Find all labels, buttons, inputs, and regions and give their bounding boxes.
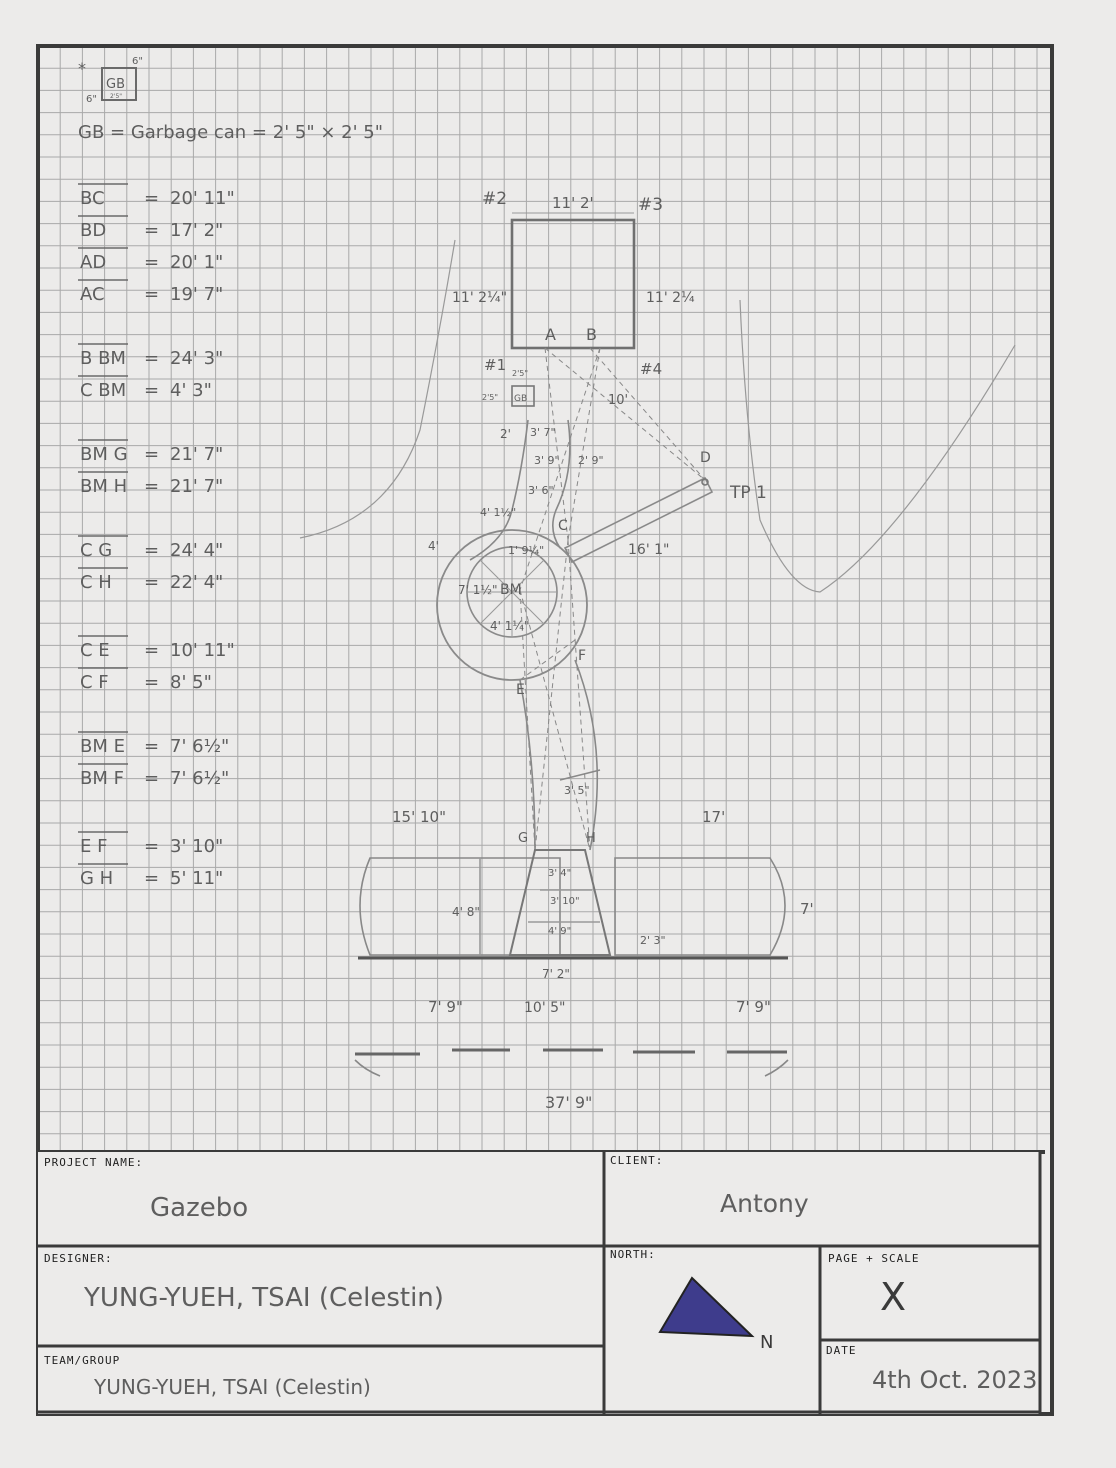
corner-4: #4 [640, 360, 663, 378]
measurement-value: 17' 2" [170, 220, 224, 241]
legend-gb-definition: GB = Garbage can = 2' 5" × 2' 5" [78, 122, 383, 143]
date-value: 4th Oct. 2023 [872, 1366, 1038, 1394]
measurement-equals: = [144, 252, 160, 273]
north-letter: N [760, 1332, 774, 1353]
measurement-equals: = [144, 284, 160, 305]
measurement-pair: BM F [80, 768, 124, 789]
point-d: D [700, 450, 711, 466]
measurement-pair: AD [80, 252, 107, 273]
legend [78, 56, 383, 143]
measurement-equals: = [144, 672, 160, 693]
point-b: B [586, 325, 597, 344]
dim-3-6: 3' 6" [528, 484, 554, 497]
designer-label: DESIGNER: [44, 1252, 113, 1265]
measurement-value: 22' 4" [170, 572, 224, 593]
measurement-equals: = [144, 444, 160, 465]
measurement-pair: C F [80, 672, 109, 693]
dim-4: 4' [428, 539, 439, 553]
title-block [38, 1152, 1040, 1414]
measurement-row [78, 568, 223, 593]
measurement-pair: BM H [80, 476, 128, 497]
point-e: E [516, 682, 525, 698]
measurement-value: 7' 6½" [170, 768, 230, 789]
client-label: CLIENT: [610, 1154, 664, 1167]
dim-4-9: 4' 9" [548, 926, 572, 937]
date-label: DATE [826, 1344, 857, 1357]
street-end-right [765, 1060, 788, 1076]
dim-4-8: 4' 8" [452, 905, 480, 919]
dim-16-1: 16' 1" [628, 542, 670, 558]
measurement-equals: = [144, 188, 160, 209]
dim-3-5: 3' 5" [564, 784, 590, 797]
north-label: NORTH: [610, 1248, 656, 1261]
corner-3: #3 [638, 195, 664, 215]
measurement-row [78, 536, 223, 561]
measurement-row [78, 184, 235, 209]
measurement-list [78, 184, 235, 889]
measurement-value: 10' 11" [170, 640, 235, 661]
tp-1: TP 1 [730, 483, 767, 503]
gb-small-side: 2'5" [482, 393, 499, 402]
dim-2-3: 2' 3" [640, 934, 666, 947]
measurement-equals: = [144, 640, 160, 661]
measurement-value: 5' 11" [170, 868, 224, 889]
dim-2-9: 2' 9" [578, 454, 604, 467]
dim-7: 7' [800, 900, 814, 918]
measurement-value: 21' 7" [170, 444, 224, 465]
dim-10: 10' [608, 393, 629, 408]
measurement-pair: BD [80, 220, 107, 241]
point-g: G [518, 831, 529, 846]
measurement-value: 3' 10" [170, 836, 224, 857]
measurement-equals: = [144, 476, 160, 497]
measurement-row [78, 216, 223, 241]
measurement-row [78, 248, 223, 273]
measurement-pair: BM G [80, 444, 128, 465]
designer-name: YUNG-YUEH, TSAI (Celestin) [84, 1283, 444, 1313]
corner-1: #1 [484, 356, 507, 374]
gb-small-top: 2'5" [512, 369, 529, 378]
dim-2: 2' [500, 427, 511, 441]
measurement-pair: C H [80, 572, 112, 593]
measurement-value: 21' 7" [170, 476, 224, 497]
gb-small-label: GB [514, 394, 528, 404]
gb-icon-sub: 2'5" [110, 93, 123, 100]
measurement-pair: C BM [80, 380, 127, 401]
dim-3-9: 3' 9" [534, 454, 560, 467]
measurement-equals: = [144, 736, 160, 757]
client-name: Antony [720, 1189, 809, 1218]
measurement-pair: B BM [80, 348, 126, 369]
measurement-row [78, 280, 223, 305]
measurement-row [78, 472, 223, 497]
measurement-row [78, 668, 212, 693]
measurement-pair: E F [80, 836, 108, 857]
legend-star-1: * [78, 59, 86, 78]
measurement-row [78, 344, 223, 369]
measurement-value: 24' 4" [170, 540, 224, 561]
gb-icon-label: GB [106, 77, 125, 92]
plan-labels [392, 189, 814, 1112]
dim-37-9: 37' 9" [545, 1093, 593, 1112]
measurement-pair: BM E [80, 736, 125, 757]
measurement-equals: = [144, 220, 160, 241]
team-name: YUNG-YUEH, TSAI (Celestin) [94, 1375, 371, 1399]
point-h: H [586, 831, 596, 846]
measurement-equals: = [144, 836, 160, 857]
measurement-pair: AC [80, 284, 105, 305]
measurement-equals: = [144, 348, 160, 369]
dim-7-9-right: 7' 9" [736, 998, 771, 1016]
measurement-row [78, 440, 223, 465]
measurement-row [78, 376, 212, 401]
dim-10-5: 10' 5" [524, 1000, 566, 1016]
footpath-lower [520, 660, 597, 850]
gb-dim-top: 6" [132, 56, 143, 67]
point-c: C [558, 518, 568, 534]
point-f: F [578, 648, 587, 664]
graph-paper-grid [38, 46, 1050, 1152]
measurement-value: 20' 1" [170, 252, 224, 273]
dim-4-1-4: 4' 1¼" [490, 619, 530, 633]
dim-1-9-4: 1' 9¼" [508, 544, 545, 557]
measurement-value: 19' 7" [170, 284, 224, 305]
measurement-equals: = [144, 868, 160, 889]
dim-15-10: 15' 10" [392, 808, 446, 826]
dim-7-1-2: 7' 1½" [458, 583, 498, 597]
measurement-pair: G H [80, 868, 114, 889]
dim-3-7: 3' 7" [530, 426, 556, 439]
measurement-equals: = [144, 768, 160, 789]
dim-3-4: 3' 4" [548, 868, 572, 879]
dim-3-10: 3' 10" [550, 896, 580, 907]
team-label: TEAM/GROUP [44, 1354, 121, 1367]
measurement-value: 7' 6½" [170, 736, 230, 757]
measurement-row [78, 864, 223, 889]
measurement-row [78, 832, 223, 857]
project-name-label: PROJECT NAME: [44, 1156, 144, 1169]
measurement-equals: = [144, 540, 160, 561]
measurement-row [78, 764, 229, 789]
measurement-equals: = [144, 380, 160, 401]
measurement-row [78, 636, 235, 661]
gb-dim-side: 6" [86, 94, 97, 105]
point-a: A [545, 325, 556, 344]
dim-7-9-left: 7' 9" [428, 998, 463, 1016]
measurement-row [78, 732, 229, 757]
street-end-left [355, 1060, 380, 1076]
page-scale-label: PAGE + SCALE [828, 1252, 920, 1265]
measurement-pair: C G [80, 540, 113, 561]
project-name: Gazebo [150, 1193, 249, 1223]
top-width-dim: 11' 2' [552, 194, 594, 212]
dim-17: 17' [702, 808, 726, 826]
measurement-value: 24' 3" [170, 348, 224, 369]
dim-7-2: 7' 2" [542, 967, 570, 981]
measurement-pair: BC [80, 188, 105, 209]
measurement-value: 4' 3" [170, 380, 212, 401]
measurement-equals: = [144, 572, 160, 593]
boundary-curve-left [300, 240, 455, 538]
corner-2: #2 [482, 189, 508, 209]
right-depth-dim: 11' 2¼ [646, 290, 695, 306]
measurement-value: 20' 11" [170, 188, 235, 209]
left-depth-dim: 11' 2¼" [452, 290, 508, 306]
benchmark: BM [500, 582, 522, 598]
measurement-value: 8' 5" [170, 672, 212, 693]
page-scale-value: X [880, 1275, 907, 1319]
dim-4-1-2: 4' 1½" [480, 506, 517, 519]
measurement-pair: C E [80, 640, 110, 661]
